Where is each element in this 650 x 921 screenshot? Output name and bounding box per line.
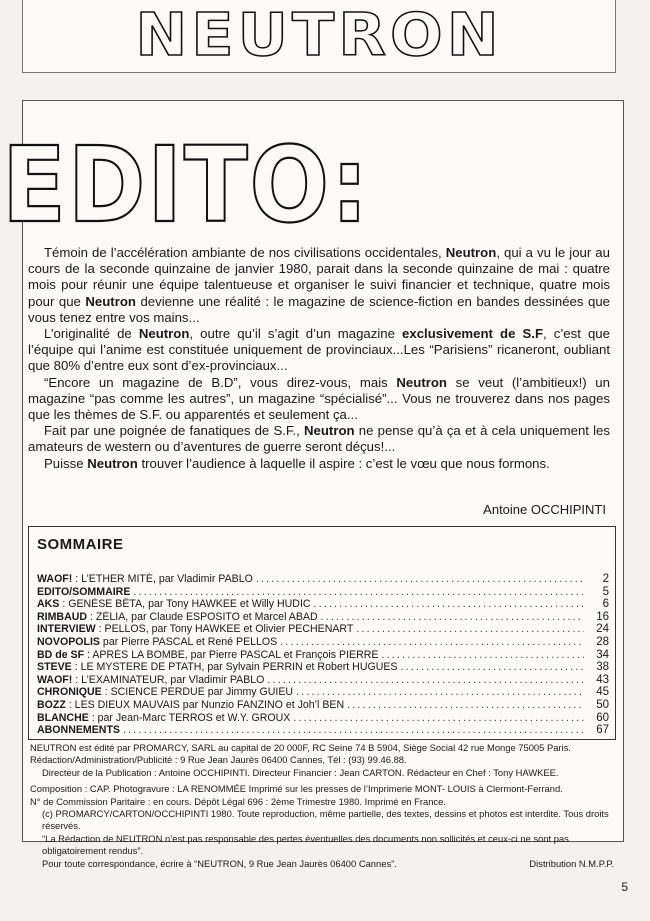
- toc-section: BD de SF: [37, 648, 85, 661]
- credits-copyright: (c) PROMARCY/CARTON/OCCHIPINTI 1980. Toute reproduction, même partielle, des textes, dessins et photos est interdite. Tous droits réservés.: [42, 808, 609, 832]
- toc-leader: [133, 586, 584, 599]
- toc-section: ABONNEMENTS: [37, 724, 120, 737]
- credits-commission: N° de Commission Paritaire : en cours. Dépôt Légal 696 : 2ème Trimestre 1980. Imprimé en France.: [30, 795, 446, 807]
- toc-label: [37, 573, 253, 586]
- credits: [30, 742, 614, 870]
- toc-page-number: 67: [596, 724, 609, 737]
- toc-description: par Pierre PASCAL et René PELLOS: [99, 635, 278, 648]
- toc-row: [37, 598, 609, 611]
- bold-text: Neutron: [85, 293, 136, 309]
- toc-description: : L’ETHER MITÉ, par Vladimir PABLO: [72, 573, 253, 585]
- toc-row: [37, 623, 609, 636]
- bold-text: Neutron: [304, 423, 355, 439]
- toc-page-number: 16: [596, 610, 609, 623]
- toc-description: : SCIENCE PERDUE par Jimmy GUIEU: [101, 686, 294, 699]
- toc-description: : LES DIEUX MAUVAIS par Nunzio FANZINO et Joh’l BEN: [65, 698, 345, 711]
- signature: Antoine OCCHIPINTI: [483, 502, 606, 517]
- toc-label: [37, 661, 398, 674]
- toc-row: [37, 586, 609, 599]
- credits-disclaimer: “La Rédaction de NEUTRON n’est pas responsable des pertes éventuelles des documents non sollicités et ceux-ci ne sont pas obligatoirement rendus”.: [42, 832, 569, 857]
- credits-publisher-1: NEUTRON est édité par PROMARCY, SARL au capital de 20 000F, RC Seine 74 B 5904, Siège Social 42 rue Monge 75005 Paris. Rédaction/Administration/Publicité : 9 Rue Jean Jaurès 06400 Cannes, Tél : (93) 99.46.88.: [30, 742, 571, 766]
- bold-text: Neutron: [138, 326, 190, 342]
- toc-row: [37, 661, 609, 674]
- sommaire-box: [28, 526, 616, 740]
- text-run: trouver l’audience à laquelle il aspire : c’est le vœu que nous formons.: [137, 455, 550, 471]
- toc-section: RIMBAUD: [37, 610, 88, 623]
- edito-paragraph: [28, 423, 610, 455]
- edito-paragraph: [28, 375, 610, 424]
- toc-row: [37, 712, 609, 725]
- toc-section: STEVE: [37, 661, 72, 674]
- toc-section: WAOF!: [37, 673, 73, 686]
- edito-paragraph: [28, 326, 610, 375]
- toc-leader: [267, 674, 584, 687]
- toc-leader: [296, 686, 584, 699]
- toc-leader: [314, 598, 584, 611]
- toc-section: AKS: [37, 598, 60, 611]
- toc-section: EDITO/SOMMAIRE: [37, 585, 131, 598]
- text-run: , outre qu’il s’agit d’un magazine: [189, 326, 403, 342]
- masthead-title: NEUTRON: [135, 0, 503, 70]
- toc-row: [37, 573, 609, 586]
- toc-label: [37, 674, 264, 687]
- toc-leader: [280, 636, 584, 649]
- toc-leader: [401, 661, 585, 674]
- toc-description: : GENÈSE BÊTA, par Tony HAWKEE et Willy HUDIC: [59, 598, 311, 611]
- toc-page-number: 28: [596, 635, 609, 648]
- toc-leader: [123, 724, 584, 737]
- text-run: ne pense qu’à ça et à cela uniquement les amateurs de western ou d’aventures de guerre seront déçus!...: [28, 423, 610, 455]
- credits-composition: Composition : CAP. Photogravure : LA RENOMMÉE Imprimé sur les presses de l’Imprimerie MONT- LOUIS à Clermont-Ferrand.: [30, 783, 563, 795]
- toc-leader: [321, 611, 584, 624]
- toc-description: : PELLOS, par Tony HAWKEE et Olivier PECHENART: [95, 623, 354, 636]
- toc-description: : par Jean-Marc TERROS et W.Y. GROUX: [88, 711, 291, 724]
- toc-label: [37, 611, 318, 624]
- toc-page-number: 5: [602, 585, 609, 598]
- toc-row: [37, 649, 609, 662]
- toc-label: [37, 724, 120, 737]
- toc-section: CHRONIQUE: [37, 686, 102, 699]
- toc-page-number: 45: [596, 686, 609, 699]
- toc-label: [37, 636, 277, 649]
- toc-page-number: 43: [596, 673, 609, 686]
- text-run: se veut (l’ambitieux!) un magazine “pas comme les autres”, un magazine “spécialisé”... Vous ne trouverez dans nos pages que les thèmes de S.F. ou apparentés et seulement ça...: [28, 374, 610, 423]
- toc-page-number: 50: [596, 698, 609, 711]
- page-number: 5: [621, 880, 628, 894]
- text-run: devienne une réalité : le magazine de science-fiction en bandes dessinées que vous tenez entre vos mains...: [28, 293, 610, 325]
- toc-page-number: 34: [596, 648, 609, 661]
- toc-row: [37, 724, 609, 737]
- toc-page-number: 60: [596, 711, 609, 724]
- toc-description: : L’EXAMINATEUR, par Vladimir PABLO: [72, 673, 265, 686]
- bold-text: Neutron: [445, 245, 497, 260]
- toc-leader: [347, 699, 584, 712]
- toc-label: [37, 699, 344, 712]
- toc-row: [37, 611, 609, 624]
- edito-paragraph: [28, 456, 610, 472]
- text-run: , qui a vu le jour au cours de la seconde quinzaine de janvier 1980, parait dans la seconde quinzaine de mai : quatre mois pour réunir une équipe talentueuse et organiser le suivi financier et technique, quatre mois pour que: [28, 245, 610, 309]
- toc-description: : ZÉLIA, par Claude ESPOSITO et Marcel ABAD: [87, 610, 318, 623]
- toc-section: BOZZ: [37, 698, 66, 711]
- toc-page-number: 38: [596, 661, 609, 674]
- bold-text: exclusivement de S.F: [402, 326, 544, 342]
- toc-label: [37, 686, 293, 699]
- toc-section: WAOF!: [37, 573, 73, 585]
- toc-row: [37, 699, 609, 712]
- toc-description: : APRÈS LA BOMBE, par Pierre PASCAL et François PIERRE: [84, 648, 379, 661]
- bold-text: Neutron: [396, 374, 447, 390]
- masthead: [22, 0, 616, 73]
- toc-page-number: 24: [596, 623, 609, 636]
- toc-section: INTERVIEW: [37, 623, 96, 636]
- credits-footer-row: [30, 858, 614, 870]
- toc-page-number: 6: [602, 598, 609, 611]
- text-run: Puisse: [44, 455, 88, 471]
- toc-leader: [293, 712, 584, 725]
- toc-label: [37, 586, 130, 599]
- edito-title: EDITO:: [2, 124, 371, 246]
- toc-description: : LE MYSTERE DE PTATH, par Sylvain PERRIN et Robert HUGUES: [71, 661, 398, 674]
- credits-correspondence: Pour toute correspondance, écrire à “NEUTRON, 9 Rue Jean Jaurès 06400 Cannes”.: [42, 857, 397, 869]
- toc-label: [37, 712, 290, 725]
- toc-section: BLANCHE: [37, 711, 89, 724]
- sommaire-title: SOMMAIRE: [37, 536, 124, 553]
- toc-label: [37, 598, 311, 611]
- toc-page-number: 2: [602, 573, 609, 585]
- text-run: “Encore un magazine de B.D”, vous direz-vous, mais: [44, 374, 397, 390]
- edito-paragraph: [28, 245, 610, 326]
- text-run: Témoin de l’accélération ambiante de nos civilisations occidentales,: [44, 245, 446, 260]
- bold-text: Neutron: [87, 455, 138, 471]
- toc-label: [37, 623, 353, 636]
- text-run: L’originalité de: [44, 326, 139, 342]
- credits-distribution: Distribution N.M.P.P.: [529, 857, 614, 869]
- table-of-contents: [37, 573, 609, 737]
- toc-row: [37, 686, 609, 699]
- toc-label: [37, 649, 378, 662]
- text-run: Fait par une poignée de fanatiques de S.F.,: [44, 423, 305, 439]
- toc-row: [37, 636, 609, 649]
- toc-leader: [381, 649, 584, 662]
- toc-leader: [356, 623, 584, 636]
- toc-leader: [256, 573, 584, 586]
- edito-text: [28, 245, 610, 472]
- text-run: , c’est que l’équipe qui l’anime est constituée uniquement de provinciaux...Les “Parisiens” ricaneront, oubliant que 80% d’entre eux sont d’ex-provinciaux...: [28, 326, 610, 374]
- toc-section: NOVOPOLIS: [37, 635, 100, 648]
- credits-publisher-2: Directeur de la Publication : Antoine OCCHIPINTI. Directeur Financier : Jean CARTON. Rédacteur en Chef : Tony HAWKEE.: [42, 766, 559, 778]
- toc-row: [37, 674, 609, 687]
